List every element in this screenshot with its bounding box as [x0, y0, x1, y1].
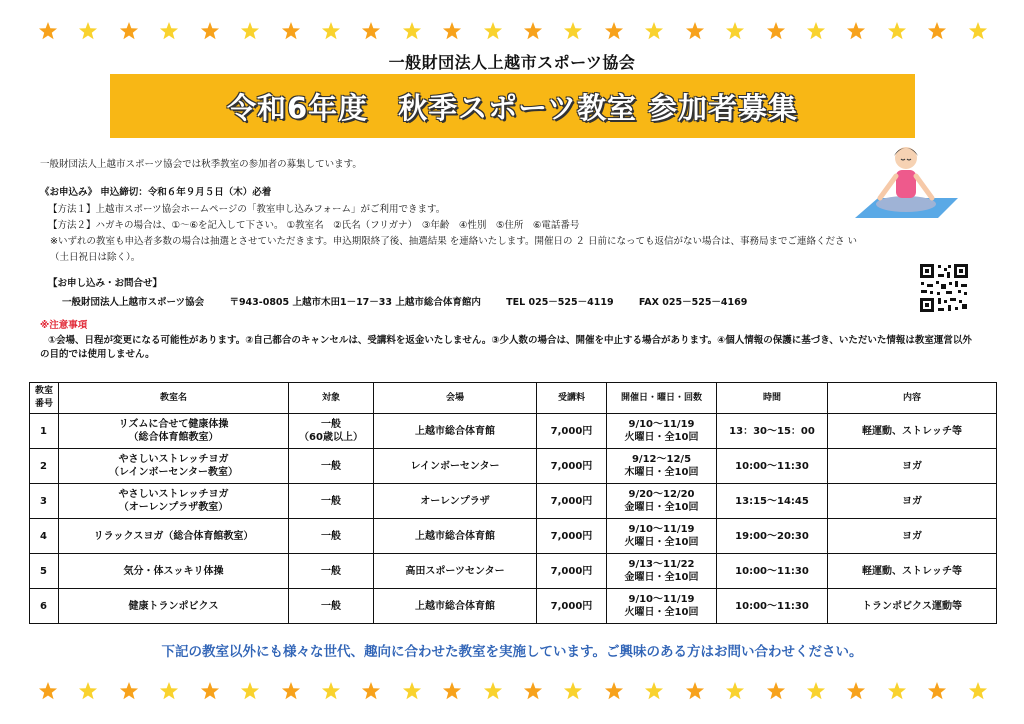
cell-schedule: 9/13～11/22 金曜日・全10回	[607, 554, 717, 589]
star-icon	[927, 21, 947, 41]
star-icon	[321, 681, 341, 701]
table-row	[30, 414, 997, 449]
star-icon	[563, 21, 583, 41]
header-schedule: 開催日・曜日・回数	[607, 383, 717, 414]
star-icon	[563, 681, 583, 701]
cell-schedule: 9/12～12/5 木曜日・全10回	[607, 449, 717, 484]
star-icon	[846, 21, 866, 41]
star-icon	[604, 681, 624, 701]
cell-content: トランポビクス運動等	[828, 589, 997, 624]
star-icon	[38, 21, 58, 41]
header-time: 時間	[717, 383, 828, 414]
cell-name: リラックスヨガ（総合体育館教室）	[59, 519, 289, 554]
cell-time: 10:00～11:30	[717, 554, 828, 589]
cell-venue: 上越市総合体育館	[374, 589, 537, 624]
cell-time: 19:00～20:30	[717, 519, 828, 554]
notice-heading: ※注意事項	[40, 320, 88, 331]
star-icon	[483, 681, 503, 701]
top-star-border	[38, 20, 988, 42]
star-icon	[523, 681, 543, 701]
cell-name: やさしいストレッチヨガ （オーレンプラザ教室）	[59, 484, 289, 519]
star-icon	[402, 21, 422, 41]
star-icon	[281, 21, 301, 41]
star-icon	[806, 21, 826, 41]
cell-name: リズムに合せて健康体操 （総合体育館教室）	[59, 414, 289, 449]
footer-message: 下記の教室以外にも様々な世代、趣向に合わせた教室を実施しています。ご興味のある方はお問い合わせください。	[161, 644, 863, 660]
cell-num: 2	[30, 449, 59, 484]
header-target: 対象	[289, 383, 374, 414]
table-row	[30, 484, 997, 519]
header-venue: 会場	[374, 383, 537, 414]
title-banner	[110, 74, 915, 138]
cell-content: ヨガ	[828, 484, 997, 519]
method1-text: 【方法１】上越市スポーツ協会ホームページの「教室申し込みフォーム」がご利用できます。	[48, 204, 446, 215]
star-icon	[321, 21, 341, 41]
contact-tel: TEL 025－525－4119	[506, 297, 614, 308]
star-icon	[442, 681, 462, 701]
banner-title: 令和6年度 秋季スポーツ教室 参加者募集	[226, 90, 799, 125]
star-icon	[685, 681, 705, 701]
header-content: 内容	[828, 383, 997, 414]
table-row	[30, 589, 997, 624]
cell-schedule: 9/10～11/19 火曜日・全10回	[607, 519, 717, 554]
table-header-row	[30, 383, 997, 414]
notice-body	[40, 334, 980, 362]
contact-heading: 【お申し込み・お問合せ】	[48, 278, 163, 289]
star-icon	[685, 21, 705, 41]
star-icon	[604, 21, 624, 41]
star-icon	[78, 21, 98, 41]
cell-schedule: 9/10～11/19 火曜日・全10回	[607, 414, 717, 449]
cell-fee: 7,000円	[537, 589, 607, 624]
cell-venue: レインボーセンター	[374, 449, 537, 484]
bottom-star-border	[38, 680, 988, 702]
star-icon	[483, 21, 503, 41]
cell-name: 健康トランポビクス	[59, 589, 289, 624]
cell-name: 気分・体スッキリ体操	[59, 554, 289, 589]
deadline-text: 《お申込み》 申込締切：令和６年９月５日（木）必着	[40, 187, 272, 198]
contact-fax: FAX 025－525－4169	[638, 297, 748, 308]
cell-target: 一般	[289, 589, 374, 624]
cell-num: 3	[30, 484, 59, 519]
cell-fee: 7,000円	[537, 554, 607, 589]
star-icon	[887, 21, 907, 41]
cell-time: 10:00～11:30	[717, 589, 828, 624]
star-icon	[806, 681, 826, 701]
star-icon	[159, 21, 179, 41]
qr-code-icon[interactable]	[918, 262, 970, 314]
cell-num: 5	[30, 554, 59, 589]
cell-time: 13：30～15：00	[717, 414, 828, 449]
star-icon	[78, 681, 98, 701]
cell-target: 一般	[289, 519, 374, 554]
star-icon	[887, 681, 907, 701]
cell-time: 10:00～11:30	[717, 449, 828, 484]
cell-fee: 7,000円	[537, 414, 607, 449]
cell-venue: 上越市総合体育館	[374, 519, 537, 554]
classes-table	[29, 382, 997, 624]
star-icon	[281, 681, 301, 701]
cell-fee: 7,000円	[537, 519, 607, 554]
cell-target: 一般	[289, 554, 374, 589]
star-icon	[240, 681, 260, 701]
contact-info	[62, 294, 882, 308]
cell-schedule: 9/10～11/19 火曜日・全10回	[607, 589, 717, 624]
star-icon	[119, 21, 139, 41]
star-icon	[200, 21, 220, 41]
table-row	[30, 449, 997, 484]
cell-schedule: 9/20～12/20 金曜日・全10回	[607, 484, 717, 519]
cell-num: 6	[30, 589, 59, 624]
cell-name: やさしいストレッチヨガ （レインボーセンター教室）	[59, 449, 289, 484]
cell-target: 一般	[289, 484, 374, 519]
cell-venue: オーレンプラザ	[374, 484, 537, 519]
cell-content: ヨガ	[828, 519, 997, 554]
contact-address: 〒943-0805 上越市木田1－17－33 上越市総合体育館内	[229, 297, 481, 308]
header-name: 教室名	[59, 383, 289, 414]
cell-time: 13:15～14:45	[717, 484, 828, 519]
star-icon	[361, 21, 381, 41]
cell-content: 軽運動、ストレッチ等	[828, 414, 997, 449]
star-icon	[402, 681, 422, 701]
star-icon	[725, 21, 745, 41]
star-icon	[725, 681, 745, 701]
cell-content: ヨガ	[828, 449, 997, 484]
cell-target: 一般	[289, 449, 374, 484]
contact-org: 一般財団法人上越市スポーツ協会	[62, 297, 205, 308]
lottery-text-cont: （土日祝日は除く）。	[50, 252, 141, 263]
star-icon	[38, 681, 58, 701]
star-icon	[523, 21, 543, 41]
star-icon	[644, 21, 664, 41]
table-row	[30, 519, 997, 554]
table-row	[30, 554, 997, 589]
star-icon	[766, 21, 786, 41]
cell-fee: 7,000円	[537, 449, 607, 484]
cell-fee: 7,000円	[537, 484, 607, 519]
cell-venue: 上越市総合体育館	[374, 414, 537, 449]
star-icon	[927, 681, 947, 701]
star-icon	[200, 681, 220, 701]
lottery-text: ※いずれの教室も申込者多数の場合は抽選とさせていただきます。申込期限終了後、抽選結果 を連絡いたします。開催日の ２ 日前になっても返信がない場合は、事務局までご連絡くださ い	[50, 236, 858, 247]
notice-text: ①会場、日程が変更になる可能性があります。②自己都合のキャンセルは、受講料を返金いたしません。③少人数の場合は、開催を中止する場合があります。④個人情報の保護に基づき、いただいた情報は教室運営以外の目的では使用しません。	[40, 335, 972, 360]
star-icon	[159, 681, 179, 701]
header-num: 教室 番号	[30, 383, 59, 414]
star-icon	[644, 681, 664, 701]
cell-num: 4	[30, 519, 59, 554]
yoga-person-icon	[850, 140, 960, 222]
cell-target: 一般 （60歳以上）	[289, 414, 374, 449]
star-icon	[361, 681, 381, 701]
organization-title: 一般財団法人上越市スポーツ協会	[388, 53, 636, 72]
star-icon	[766, 681, 786, 701]
star-icon	[442, 21, 462, 41]
cell-num: 1	[30, 414, 59, 449]
intro-text: 一般財団法人上越市スポーツ協会では秋季教室の参加者の募集しています。	[40, 159, 362, 170]
star-icon	[968, 681, 988, 701]
star-icon	[240, 21, 260, 41]
header-fee: 受講料	[537, 383, 607, 414]
star-icon	[119, 681, 139, 701]
cell-content: 軽運動、ストレッチ等	[828, 554, 997, 589]
star-icon	[968, 21, 988, 41]
method2-text: 【方法２】ハガキの場合は、①～⑥を記入して下さい。 ①教室名 ②氏名（フリガナ） ③年齢 ④性別 ⑤住所 ⑥電話番号	[48, 220, 580, 231]
star-icon	[846, 681, 866, 701]
cell-venue: 高田スポーツセンター	[374, 554, 537, 589]
